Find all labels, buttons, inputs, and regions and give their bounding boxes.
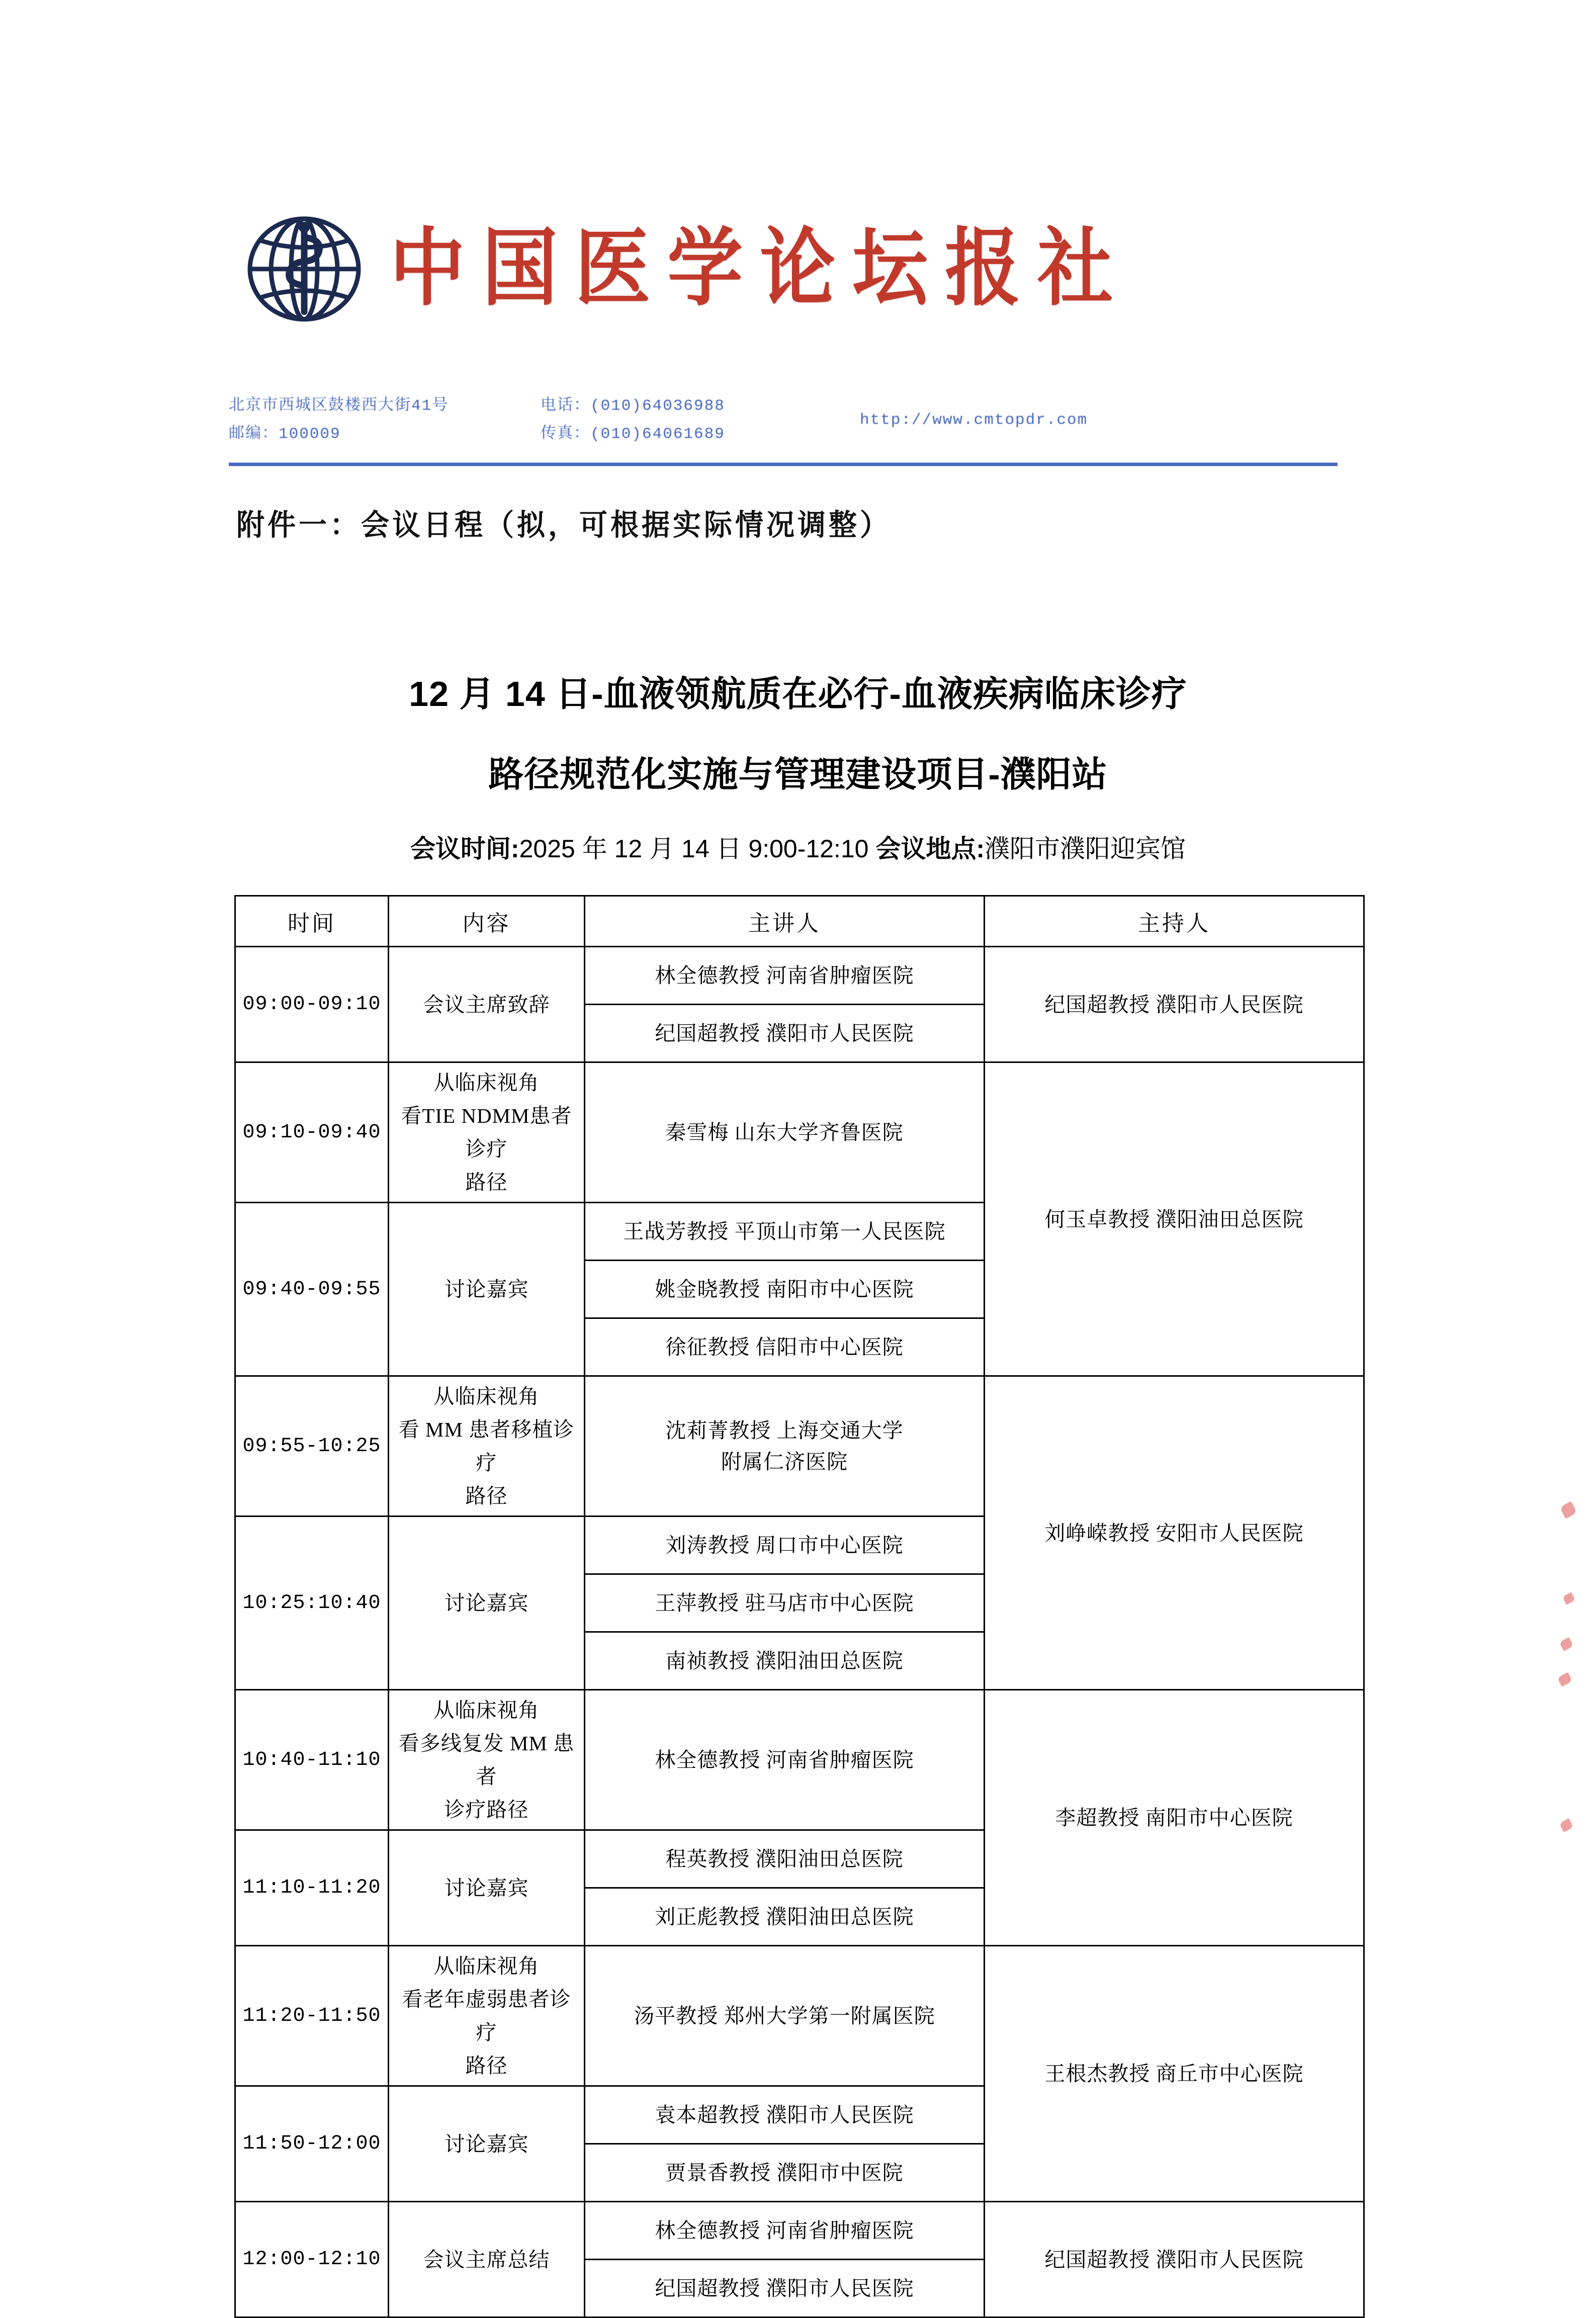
letterhead-contact [229,392,1330,453]
meeting-time-value: 2025 年 12 月 14 日 9:00-12:10 [519,835,869,863]
cell-content: 从临床视角 看TIE NDMM患者诊疗 路径 [389,1062,585,1203]
cell-speaker: 贾景香教授 濮阳市中医院 [585,2144,985,2202]
cell-host: 何玉卓教授 濮阳油田总医院 [985,1062,1364,1376]
table-row [235,1690,1364,1830]
letterhead-top [229,211,1330,327]
page-title-line1: 12 月 14 日-血液领航质在必行-血液疾病临床诊疗 [409,674,1187,714]
cell-host: 李超教授 南阳市中心医院 [985,1690,1364,1946]
cell-speaker: 林全德教授 河南省肿瘤医院 [585,1690,985,1830]
scan-artifact [1559,1637,1574,1651]
column-header-1: 内容 [389,896,585,947]
scan-artifact [1559,1818,1574,1832]
cell-content: 讨论嘉宾 [389,1517,585,1690]
meeting-info [0,829,1596,865]
column-header-0: 时间 [235,896,389,947]
cell-host: 王根杰教授 商丘市中心医院 [985,1946,1364,2202]
cell-time: 11:10-11:20 [235,1830,389,1946]
cell-speaker: 纪国超教授 濮阳市人民医院 [585,2260,985,2317]
cell-time: 09:10-09:40 [235,1062,389,1203]
cell-content: 讨论嘉宾 [389,2086,585,2202]
attachment-heading: 附件一：会议日程（拟，可根据实际情况调整） [236,509,891,542]
page-title-line2: 路径规范化实施与管理建设项目-濮阳站 [488,755,1108,794]
cell-content: 从临床视角 看多线复发 MM 患者 诊疗路径 [389,1690,585,1830]
cell-speaker: 沈莉菁教授 上海交通大学 附属仁济医院 [585,1376,985,1517]
meeting-place-label: 会议地点: [875,835,985,863]
publisher-name: 中国医学论坛报社 [390,222,1130,316]
cell-speaker: 刘正彪教授 濮阳油田总医院 [585,1888,985,1946]
cell-time: 12:00-12:10 [235,2202,389,2317]
cell-content: 讨论嘉宾 [389,1203,585,1376]
cell-speaker: 袁本超教授 濮阳市人民医院 [585,2086,985,2144]
cell-time: 09:55-10:25 [235,1376,389,1517]
column-header-2: 主讲人 [585,896,985,947]
letterhead [229,211,1330,443]
cell-time: 09:40-09:55 [235,1203,389,1376]
phone-text: 电话：(010)64036988 [541,397,725,415]
cell-speaker: 徐征教授 信阳市中心医院 [585,1318,985,1376]
cell-speaker: 汤平教授 郑州大学第一附属医院 [585,1946,985,2086]
cell-content: 讨论嘉宾 [389,1830,585,1946]
postcode-text: 邮编：100009 [229,425,341,443]
column-header-3: 主持人 [985,896,1364,947]
table-header-row [235,896,1364,947]
schedule-table-wrap [234,895,1363,2318]
table-row [235,1062,1364,1203]
cell-content: 从临床视角 看老年虚弱患者诊疗 路径 [389,1946,585,2086]
website-link[interactable]: http://www.cmtopdr.com [860,411,1088,429]
cell-speaker: 纪国超教授 濮阳市人民医院 [585,1005,985,1062]
cell-host: 刘峥嵘教授 安阳市人民医院 [985,1376,1364,1690]
cell-time: 10:25:10:40 [235,1517,389,1690]
cell-speaker: 林全德教授 河南省肿瘤医院 [585,2202,985,2260]
cell-time: 11:50-12:00 [235,2086,389,2202]
cell-speaker: 刘涛教授 周口市中心医院 [585,1517,985,1574]
cell-speaker: 林全德教授 河南省肿瘤医院 [585,947,985,1005]
cell-speaker: 南祯教授 濮阳油田总医院 [585,1632,985,1690]
cell-content: 从临床视角 看 MM 患者移植诊疗 路径 [389,1376,585,1517]
letterhead-divider [229,463,1338,466]
cell-speaker: 姚金晓教授 南阳市中心医院 [585,1261,985,1318]
cell-host: 纪国超教授 濮阳市人民医院 [985,2202,1364,2317]
cell-speaker: 程英教授 濮阳油田总医院 [585,1830,985,1888]
schedule-table [234,895,1365,2318]
cell-content: 会议主席致辞 [389,947,585,1062]
cell-content: 会议主席总结 [389,2202,585,2317]
meeting-time-label: 会议时间: [410,835,519,863]
table-row [235,2202,1364,2260]
cell-speaker: 秦雪梅 山东大学齐鲁医院 [585,1062,985,1203]
table-row [235,1376,1364,1517]
scan-artifact [1559,1501,1577,1519]
address-text: 北京市西城区鼓楼西大街41号 [229,397,449,415]
scan-artifact [1557,1672,1573,1687]
cell-time: 11:20-11:50 [235,1946,389,2086]
cell-host: 纪国超教授 濮阳市人民医院 [985,947,1364,1062]
cell-speaker: 王萍教授 驻马店市中心医院 [585,1574,985,1632]
scan-artifact [1562,1592,1575,1604]
cell-time: 09:00-09:10 [235,947,389,1062]
cell-speaker: 王战芳教授 平顶山市第一人民医院 [585,1203,985,1261]
title-block [0,654,1596,865]
globe-caduceus-emblem-icon [229,211,380,327]
meeting-place-value: 濮阳市濮阳迎宾馆 [985,835,1186,863]
table-row [235,1946,1364,2086]
table-row [235,947,1364,1005]
cell-time: 10:40-11:10 [235,1690,389,1830]
fax-text: 传真：(010)64061689 [541,425,725,443]
